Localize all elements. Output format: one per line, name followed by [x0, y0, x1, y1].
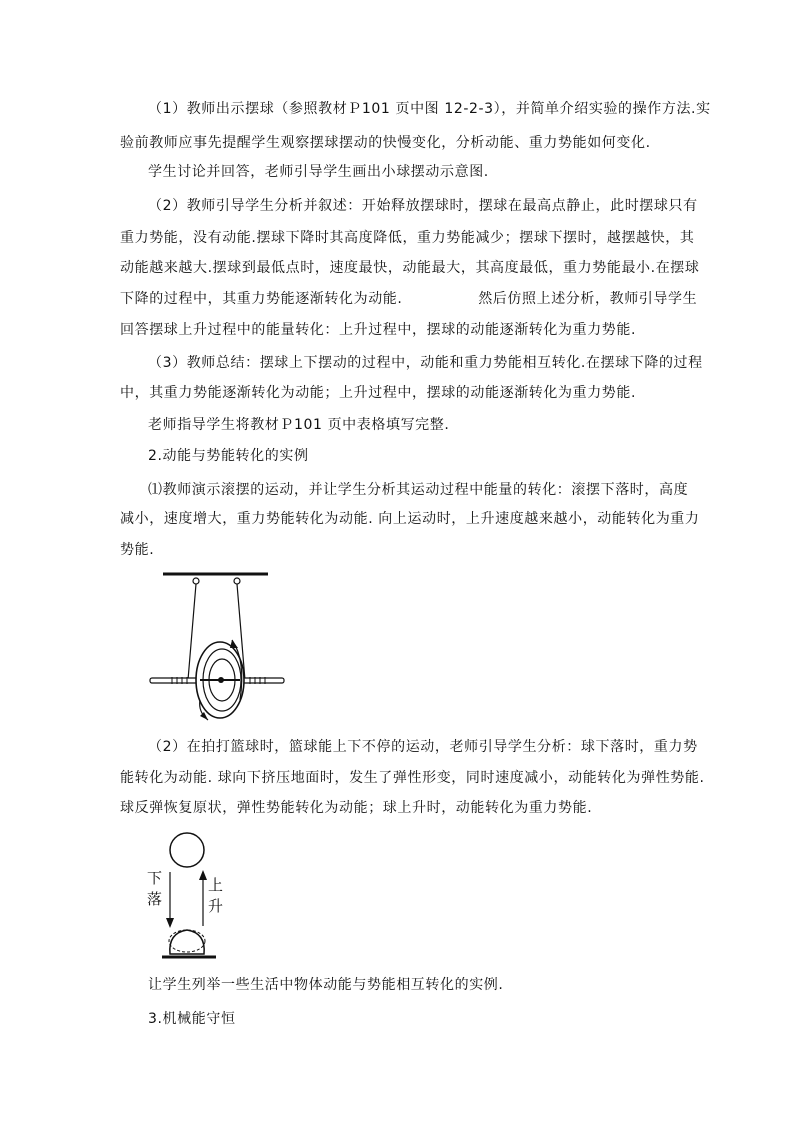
label-down-2: 落 — [147, 890, 163, 908]
paragraph-line: 减小，速度增大，重力势能转化为动能. 向上运动时，上升速度越来越小，动能转化为重力 — [120, 511, 700, 527]
paragraph-line: 中，其重力势能逐渐转化为动能；上升过程中，摆球的动能逐渐转化为重力势能. — [120, 385, 637, 401]
label-down-1: 下 — [147, 869, 163, 887]
paragraph-line: ⑴教师演示滚摆的运动，并让学生分析其运动过程中能量的转化：滚摆下落时，高度 — [148, 482, 689, 498]
label-up-1: 上 — [208, 876, 224, 894]
paragraph-line: 球反弹恢复原状，弹性势能转化为动能；球上升时，动能转化为重力势能. — [120, 800, 593, 816]
paragraph-line: （2）在拍打篮球时，篮球能上下不停的运动，老师引导学生分析：球下落时，重力势 — [148, 739, 698, 755]
paragraph-line: 回答摆球上升过程中的能量转化：上升过程中，摆球的动能逐渐转化为重力势能. — [120, 322, 637, 338]
paragraph-line: （2）教师引导学生分析并叙述：开始释放摆球时，摆球在最高点静止，此时摆球只有 — [148, 198, 698, 214]
paragraph-line: （1）教师出示摆球（参照教材Ｐ101 页中图 12-2-3），并简单介绍实验的操作方法.实 — [148, 101, 711, 117]
label-up-2: 升 — [208, 897, 224, 915]
section-heading: 3.机械能守恒 — [148, 1011, 236, 1027]
paragraph-line: 让学生列举一些生活中物体动能与势能相互转化的实例. — [148, 977, 504, 993]
section-heading: 2.动能与势能转化的实例 — [148, 448, 309, 464]
paragraph-line: 能转化为动能. 球向下挤压地面时，发生了弹性形变，同时速度减小，动能转化为弹性势能. — [120, 770, 705, 786]
paragraph-line: 动能越来越大.摆球到最低点时，速度最快，动能最大，其高度最低，重力势能最小.在摆球 — [120, 260, 700, 276]
paragraph-line: 学生讨论并回答，老师引导学生画出小球摆动示意图. — [148, 164, 489, 180]
paragraph-line: 重力势能，没有动能.摆球下降时其高度降低，重力势能减少；摆球下摆时，越摆越快，其 — [120, 230, 695, 246]
paragraph-line: 验前教师应事先提醒学生观察摆球摆动的快慢变化，分析动能、重力势能如何变化. — [120, 135, 651, 151]
paragraph-line: 老师指导学生将教材Ｐ101 页中表格填写完整. — [148, 417, 450, 433]
paragraph-line: 下降的过程中，其重力势能逐渐转化为动能. 然后仿照上述分析，教师引导学生 — [120, 291, 698, 307]
paragraph-line: 势能. — [120, 542, 155, 558]
paragraph-line: （3）教师总结：摆球上下摆动的过程中，动能和重力势能相互转化.在摆球下降的过程 — [148, 355, 703, 371]
